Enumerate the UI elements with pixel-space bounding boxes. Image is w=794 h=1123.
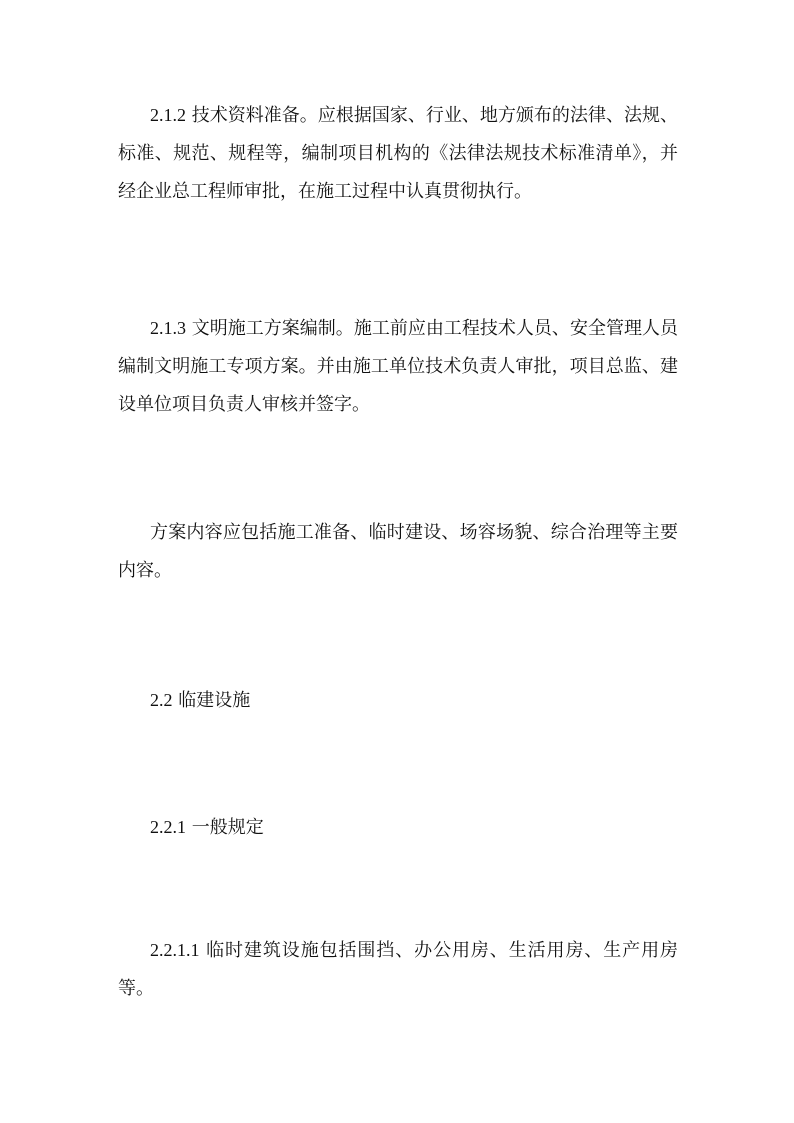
section-number: 2.1.3 [150,318,186,338]
paragraph-text: 技术资料准备。应根据国家、行业、地方颁布的法律、法规、标准、规范、规程等，编制项目机构的《法律法规技术标准清单》，并经企业总工程师审批，在施工过程中认真贯彻执行。 [118,105,678,202]
paragraph-text: 临时建筑设施包括围挡、办公用房、生活用房、生产用房等。 [118,940,678,999]
paragraph-2-1-2 [118,96,678,211]
paragraph-text: 方案内容应包括施工准备、临时建设、场容场貌、综合治理等主要内容。 [118,522,678,581]
paragraph-2-1-3 [118,309,678,424]
paragraph-text: 文明施工方案编制。施工前应由工程技术人员、安全管理人员编制文明施工专项方案。并由施工单位技术负责人审批，项目总监、建设单位项目负责人审核并签字。 [118,318,678,415]
paragraph-plan-content [118,514,678,590]
section-number: 2.2.1.1 [150,940,200,960]
section-number: 2.2.1 [150,817,186,837]
section-number: 2.2 [150,690,173,710]
heading-text: 一般规定 [191,817,264,838]
heading-2-2-1 [150,808,264,847]
paragraph-2-2-1-1 [118,931,678,1008]
heading-2-2 [150,681,250,720]
section-number: 2.1.2 [150,105,186,125]
heading-text: 临建设施 [178,690,251,711]
